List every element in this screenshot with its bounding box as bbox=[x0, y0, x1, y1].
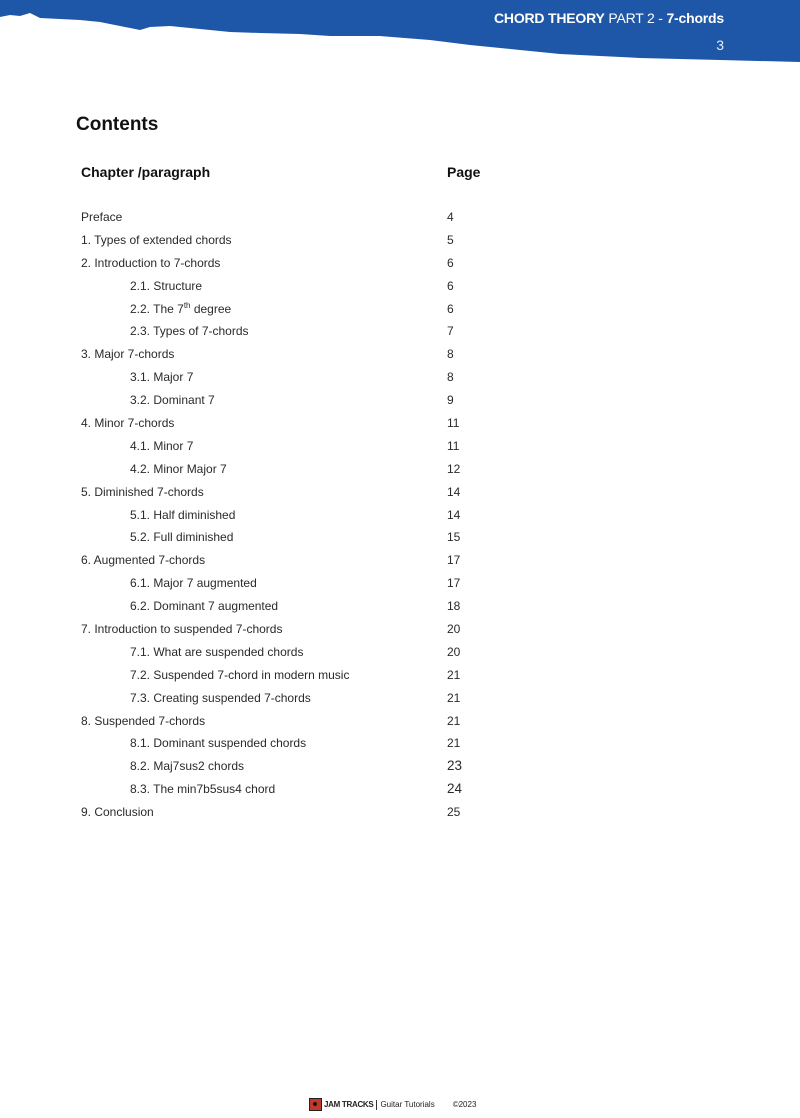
toc-entry bbox=[81, 414, 501, 437]
toc-entry-title: 8.3. The min7b5sus4 chord bbox=[130, 782, 276, 797]
toc-entry-page: 18 bbox=[447, 599, 461, 614]
footer bbox=[0, 1096, 800, 1114]
toc-entry-title: 6.2. Dominant 7 augmented bbox=[130, 599, 279, 614]
toc-entry-page: 20 bbox=[447, 644, 461, 659]
toc-entry-page: 6 bbox=[447, 301, 454, 316]
toc-entry-page: 11 bbox=[447, 416, 460, 431]
toc-entry-title: 1. Types of extended chords bbox=[81, 232, 232, 247]
toc-entry-page: 8 bbox=[447, 347, 454, 362]
toc-entry-title: 2. Introduction to 7-chords bbox=[81, 255, 221, 270]
toc-entry bbox=[81, 780, 501, 803]
toc-entry-page: 11 bbox=[447, 438, 460, 453]
toc-entry bbox=[81, 689, 501, 712]
toc-entry bbox=[81, 712, 501, 735]
toc-entry bbox=[81, 643, 501, 666]
footer-copyright: ©2023 bbox=[452, 1100, 477, 1109]
page-number: 3 bbox=[716, 37, 724, 53]
toc-entry bbox=[81, 437, 501, 460]
toc-entry-title: 3.2. Dominant 7 bbox=[130, 393, 215, 408]
toc-entry-page: 21 bbox=[447, 736, 461, 751]
toc-entry-title: 2.1. Structure bbox=[130, 278, 203, 293]
toc-entry bbox=[81, 734, 501, 757]
toc-entry bbox=[81, 322, 501, 345]
toc-entry bbox=[81, 483, 501, 506]
chapter-column-header: Chapter /paragraph bbox=[81, 164, 211, 180]
toc-entry-title-text: degree bbox=[190, 301, 232, 316]
toc-entry-page: 6 bbox=[447, 255, 454, 270]
document-title-part: PART 2 - bbox=[604, 10, 667, 26]
toc-entry-page: 7 bbox=[447, 324, 454, 339]
toc-entry bbox=[81, 757, 501, 780]
toc-entry bbox=[81, 803, 501, 826]
toc-entry-title: 4.2. Minor Major 7 bbox=[130, 461, 227, 476]
toc-entry bbox=[81, 620, 501, 643]
toc-entry-title: 4.1. Minor 7 bbox=[130, 438, 194, 453]
document-title-topic: 7-chords bbox=[666, 10, 724, 26]
toc-entry-page: 15 bbox=[447, 530, 461, 545]
toc-entry-page: 23 bbox=[447, 758, 463, 774]
footer-divider bbox=[376, 1100, 377, 1110]
toc-entry-page: 17 bbox=[447, 553, 461, 568]
toc-entry-page: 8 bbox=[447, 370, 454, 385]
toc-entry-page: 17 bbox=[447, 576, 461, 591]
footer-brand: JAM TRACKS bbox=[324, 1100, 374, 1109]
toc-entry-page: 5 bbox=[447, 232, 454, 247]
toc-entry-title: 6.1. Major 7 augmented bbox=[130, 576, 257, 591]
toc-entry-title: 7.1. What are suspended chords bbox=[130, 644, 304, 659]
toc-entry-title: 3.1. Major 7 bbox=[130, 370, 194, 385]
toc-entry-page: 25 bbox=[447, 805, 461, 820]
toc-entry bbox=[81, 391, 501, 414]
table-of-contents bbox=[81, 208, 501, 826]
toc-entry-title: 8.2. Maj7sus2 chords bbox=[130, 759, 245, 774]
toc-entry-title: 5.1. Half diminished bbox=[130, 507, 236, 522]
toc-entry bbox=[81, 574, 501, 597]
jamtracks-logo-icon bbox=[309, 1098, 322, 1111]
toc-entry bbox=[81, 460, 501, 483]
contents-heading: Contents bbox=[76, 114, 159, 135]
toc-entry-title: 7.2. Suspended 7-chord in modern music bbox=[130, 667, 350, 682]
toc-entry-title: 2.3. Types of 7-chords bbox=[130, 324, 249, 339]
toc-entry-page: 6 bbox=[447, 278, 454, 293]
toc-entry-title: 7.3. Creating suspended 7-chords bbox=[130, 690, 311, 705]
toc-entry-title: Preface bbox=[81, 210, 123, 224]
toc-entry-title: 4. Minor 7-chords bbox=[81, 416, 175, 431]
toc-entry-page: 4 bbox=[447, 210, 454, 224]
toc-entry-page: 21 bbox=[447, 667, 461, 682]
footer-subbrand: Guitar Tutorials bbox=[380, 1100, 435, 1109]
toc-entry bbox=[81, 528, 501, 551]
toc-entry bbox=[81, 254, 501, 277]
toc-entry-title bbox=[130, 302, 231, 316]
toc-entry-title: 3. Major 7-chords bbox=[81, 347, 175, 362]
toc-entry-title: 9. Conclusion bbox=[81, 805, 154, 820]
toc-entry-title-superscript: th bbox=[183, 300, 191, 310]
toc-entry bbox=[81, 551, 501, 574]
toc-entry-page: 9 bbox=[447, 393, 454, 408]
toc-entry-title: 8.1. Dominant suspended chords bbox=[130, 736, 307, 751]
toc-entry-page: 14 bbox=[447, 507, 461, 522]
toc-entry-title-text: 2.2. The 7 bbox=[130, 301, 184, 316]
toc-entry-page: 12 bbox=[447, 461, 461, 476]
toc-entry bbox=[81, 506, 501, 529]
toc-entry-page: 20 bbox=[447, 622, 461, 637]
toc-entry-title: 5. Diminished 7-chords bbox=[81, 484, 204, 499]
toc-entry bbox=[81, 345, 501, 368]
page-column-header: Page bbox=[447, 164, 481, 180]
toc-entry bbox=[81, 231, 501, 254]
toc-entry-title: 6. Augmented 7-chords bbox=[81, 553, 206, 568]
toc-entry bbox=[81, 300, 501, 323]
toc-entry-page: 21 bbox=[447, 713, 461, 728]
document-title-main: CHORD THEORY bbox=[494, 10, 605, 26]
toc-entry bbox=[81, 208, 501, 231]
toc-entry bbox=[81, 277, 501, 300]
toc-entry-page: 21 bbox=[447, 690, 461, 705]
toc-entry-page: 14 bbox=[447, 484, 461, 499]
toc-entry bbox=[81, 666, 501, 689]
toc-entry bbox=[81, 597, 501, 620]
toc-entry-title: 7. Introduction to suspended 7-chords bbox=[81, 622, 283, 637]
toc-entry-title: 8. Suspended 7-chords bbox=[81, 713, 206, 728]
toc-entry-title: 5.2. Full diminished bbox=[130, 530, 234, 545]
toc-entry bbox=[81, 368, 501, 391]
document-title bbox=[494, 10, 724, 26]
toc-entry-page: 24 bbox=[447, 781, 463, 797]
